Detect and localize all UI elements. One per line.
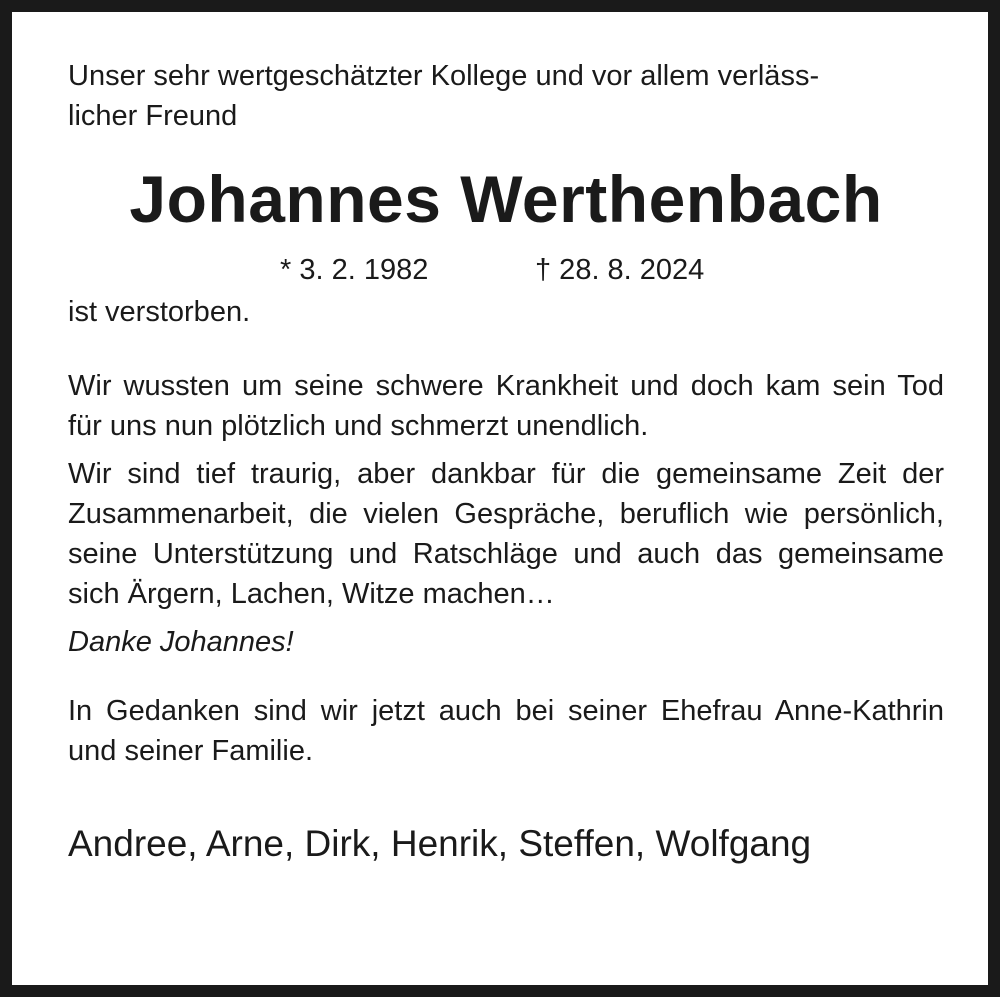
obituary-content [68,56,944,867]
deceased-statement: ist verstorben. [68,296,251,328]
intro-line-1: Unser sehr wertgeschätzter Kollege und vor allem verläss- [68,60,820,92]
paragraph-illness: Wir wussten um seine schwere Krankheit und doch kam sein Tod für uns nun plötzlich und schmerzt unendlich. [68,370,944,442]
life-dates [68,250,944,290]
intro-line-2: licher Freund [68,100,238,132]
deceased-name: Johannes Werthenbach [129,162,883,236]
paragraph-gratitude: Wir sind tief traurig, aber dankbar für die gemeinsame Zeit der Zusammenarbeit, die vielen Gespräche, beruflich wie persönlich, seine Unterstützung und Ratschläge und auch das gemeinsame sich Ärgern, Lachen, Witze machen… [68,458,944,610]
birth-date: * 3. 2. 1982 [280,254,429,286]
paragraph-family: In Gedanken sind wir jetzt auch bei seiner Ehefrau Anne-Kathrin und seiner Familie. [68,695,944,767]
signers: Andree, Arne, Dirk, Henrik, Steffen, Wolfgang [68,823,812,864]
thanks-line: Danke Johannes! [68,626,294,658]
intro-text [68,56,944,136]
death-date: † 28. 8. 2024 [535,254,705,286]
